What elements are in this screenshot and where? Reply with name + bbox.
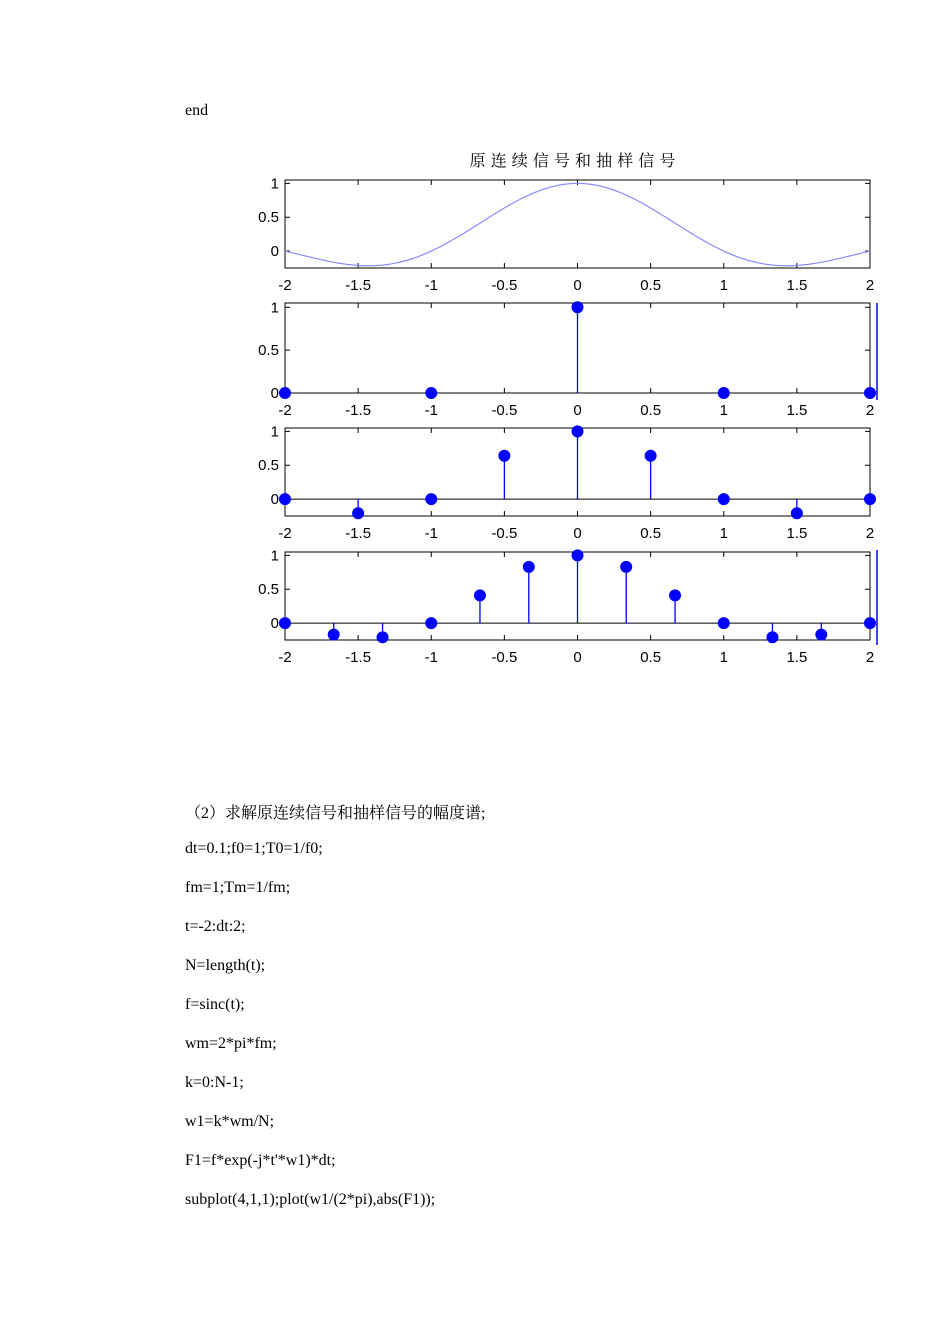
x-tick-label: -1 [424,402,438,419]
x-tick-label: 0.5 [640,525,662,542]
y-tick-label: 1 [270,175,279,193]
x-tick-label: -1 [424,277,438,294]
code-line: w1=k*wm/N; [185,1113,275,1130]
stem-marker [718,618,729,629]
stem-marker [718,494,729,505]
x-tick-label: 0 [573,277,582,294]
code-line: f=sinc(t); [185,996,245,1013]
x-tick-label: -2 [278,277,292,294]
x-tick-label: -0.5 [491,402,518,419]
x-tick-label: -1.5 [345,525,372,542]
stem-marker [523,561,534,572]
x-tick-label: -2 [278,525,292,542]
x-tick-label: 0 [573,402,582,419]
x-tick-label: 0.5 [640,649,662,666]
stem-marker [328,629,339,640]
x-tick-label: -1 [424,525,438,542]
code-line: wm=2*pi*fm; [185,1035,277,1052]
stem-marker [865,388,876,399]
stem-marker [426,618,437,629]
stem-marker [865,618,876,629]
x-tick-label: -1.5 [345,649,372,666]
code-line: k=0:N-1; [185,1074,244,1091]
code-line: subplot(4,1,1);plot(w1/(2*pi),abs(F1)); [185,1191,436,1208]
stem-marker [426,494,437,505]
x-tick-label: 1.5 [786,277,808,294]
y-tick-label: 0 [270,491,279,509]
x-tick-label: 1 [719,649,728,666]
y-tick-label: 0.5 [258,457,279,475]
code-line: N=length(t); [185,957,266,974]
x-tick-label: 2 [865,649,875,666]
y-tick-label: 1 [270,547,279,565]
section-heading: （2）求解原连续信号和抽样信号的幅度谱; [185,805,486,822]
chart-title: 原 连 续 信 号 和 抽 样 信 号 [469,151,676,170]
stem-marker [499,450,510,461]
stem-marker [572,426,583,437]
x-tick-label: -1 [424,649,438,666]
x-tick-label: 2 [865,402,875,419]
code-line: dt=0.1;f0=1;T0=1/f0; [185,840,323,857]
y-tick-label: 0.5 [258,581,279,599]
y-tick-label: 0 [270,385,279,402]
stem-marker [474,590,485,601]
stem-marker [816,629,827,640]
stem-marker [718,388,729,399]
stem-marker [791,508,802,519]
code-line: F1=f*exp(-j*t'*w1)*dt; [185,1152,336,1169]
x-tick-label: 2 [865,525,875,542]
x-tick-label: 1 [719,525,728,542]
stem-marker [572,550,583,561]
x-tick-label: 2 [865,277,875,294]
stem-marker [280,494,291,505]
x-tick-label: 1 [719,402,728,419]
x-tick-label: 1.5 [786,649,808,666]
y-tick-label: 1 [270,299,279,317]
x-tick-label: -0.5 [491,277,518,294]
x-tick-label: -1.5 [345,277,372,294]
stem-marker [280,388,291,399]
x-tick-label: -0.5 [491,525,518,542]
sinc-curve [285,183,870,265]
top-line: end [185,102,209,119]
y-tick-label: 1 [270,423,279,441]
y-tick-label: 0 [270,615,279,633]
stem-marker [767,632,778,643]
x-tick-label: 0.5 [640,277,662,294]
stem-marker [426,388,437,399]
stem-marker [621,561,632,572]
x-tick-label: -1.5 [345,402,372,419]
x-tick-label: 1.5 [786,525,808,542]
stem-marker [865,494,876,505]
x-tick-label: 0.5 [640,402,662,419]
x-tick-label: -2 [278,402,292,419]
x-tick-label: 1 [719,277,728,294]
axes-frame [285,180,870,268]
y-tick-label: 0.5 [258,342,279,360]
code-line: t=-2:dt:2; [185,918,246,935]
y-tick-label: 0.5 [258,209,279,227]
x-tick-label: -0.5 [491,649,518,666]
stem-marker [645,450,656,461]
stem-marker [572,302,583,313]
signal-figure [240,140,900,685]
x-tick-label: 0 [573,649,582,666]
x-tick-label: 0 [573,525,582,542]
code-line: fm=1;Tm=1/fm; [185,879,291,896]
y-tick-label: 0 [270,243,279,261]
x-tick-label: -2 [278,649,292,666]
stem-marker [280,618,291,629]
stem-marker [377,632,388,643]
stem-marker [353,508,364,519]
stem-marker [670,590,681,601]
x-tick-label: 1.5 [786,402,808,419]
